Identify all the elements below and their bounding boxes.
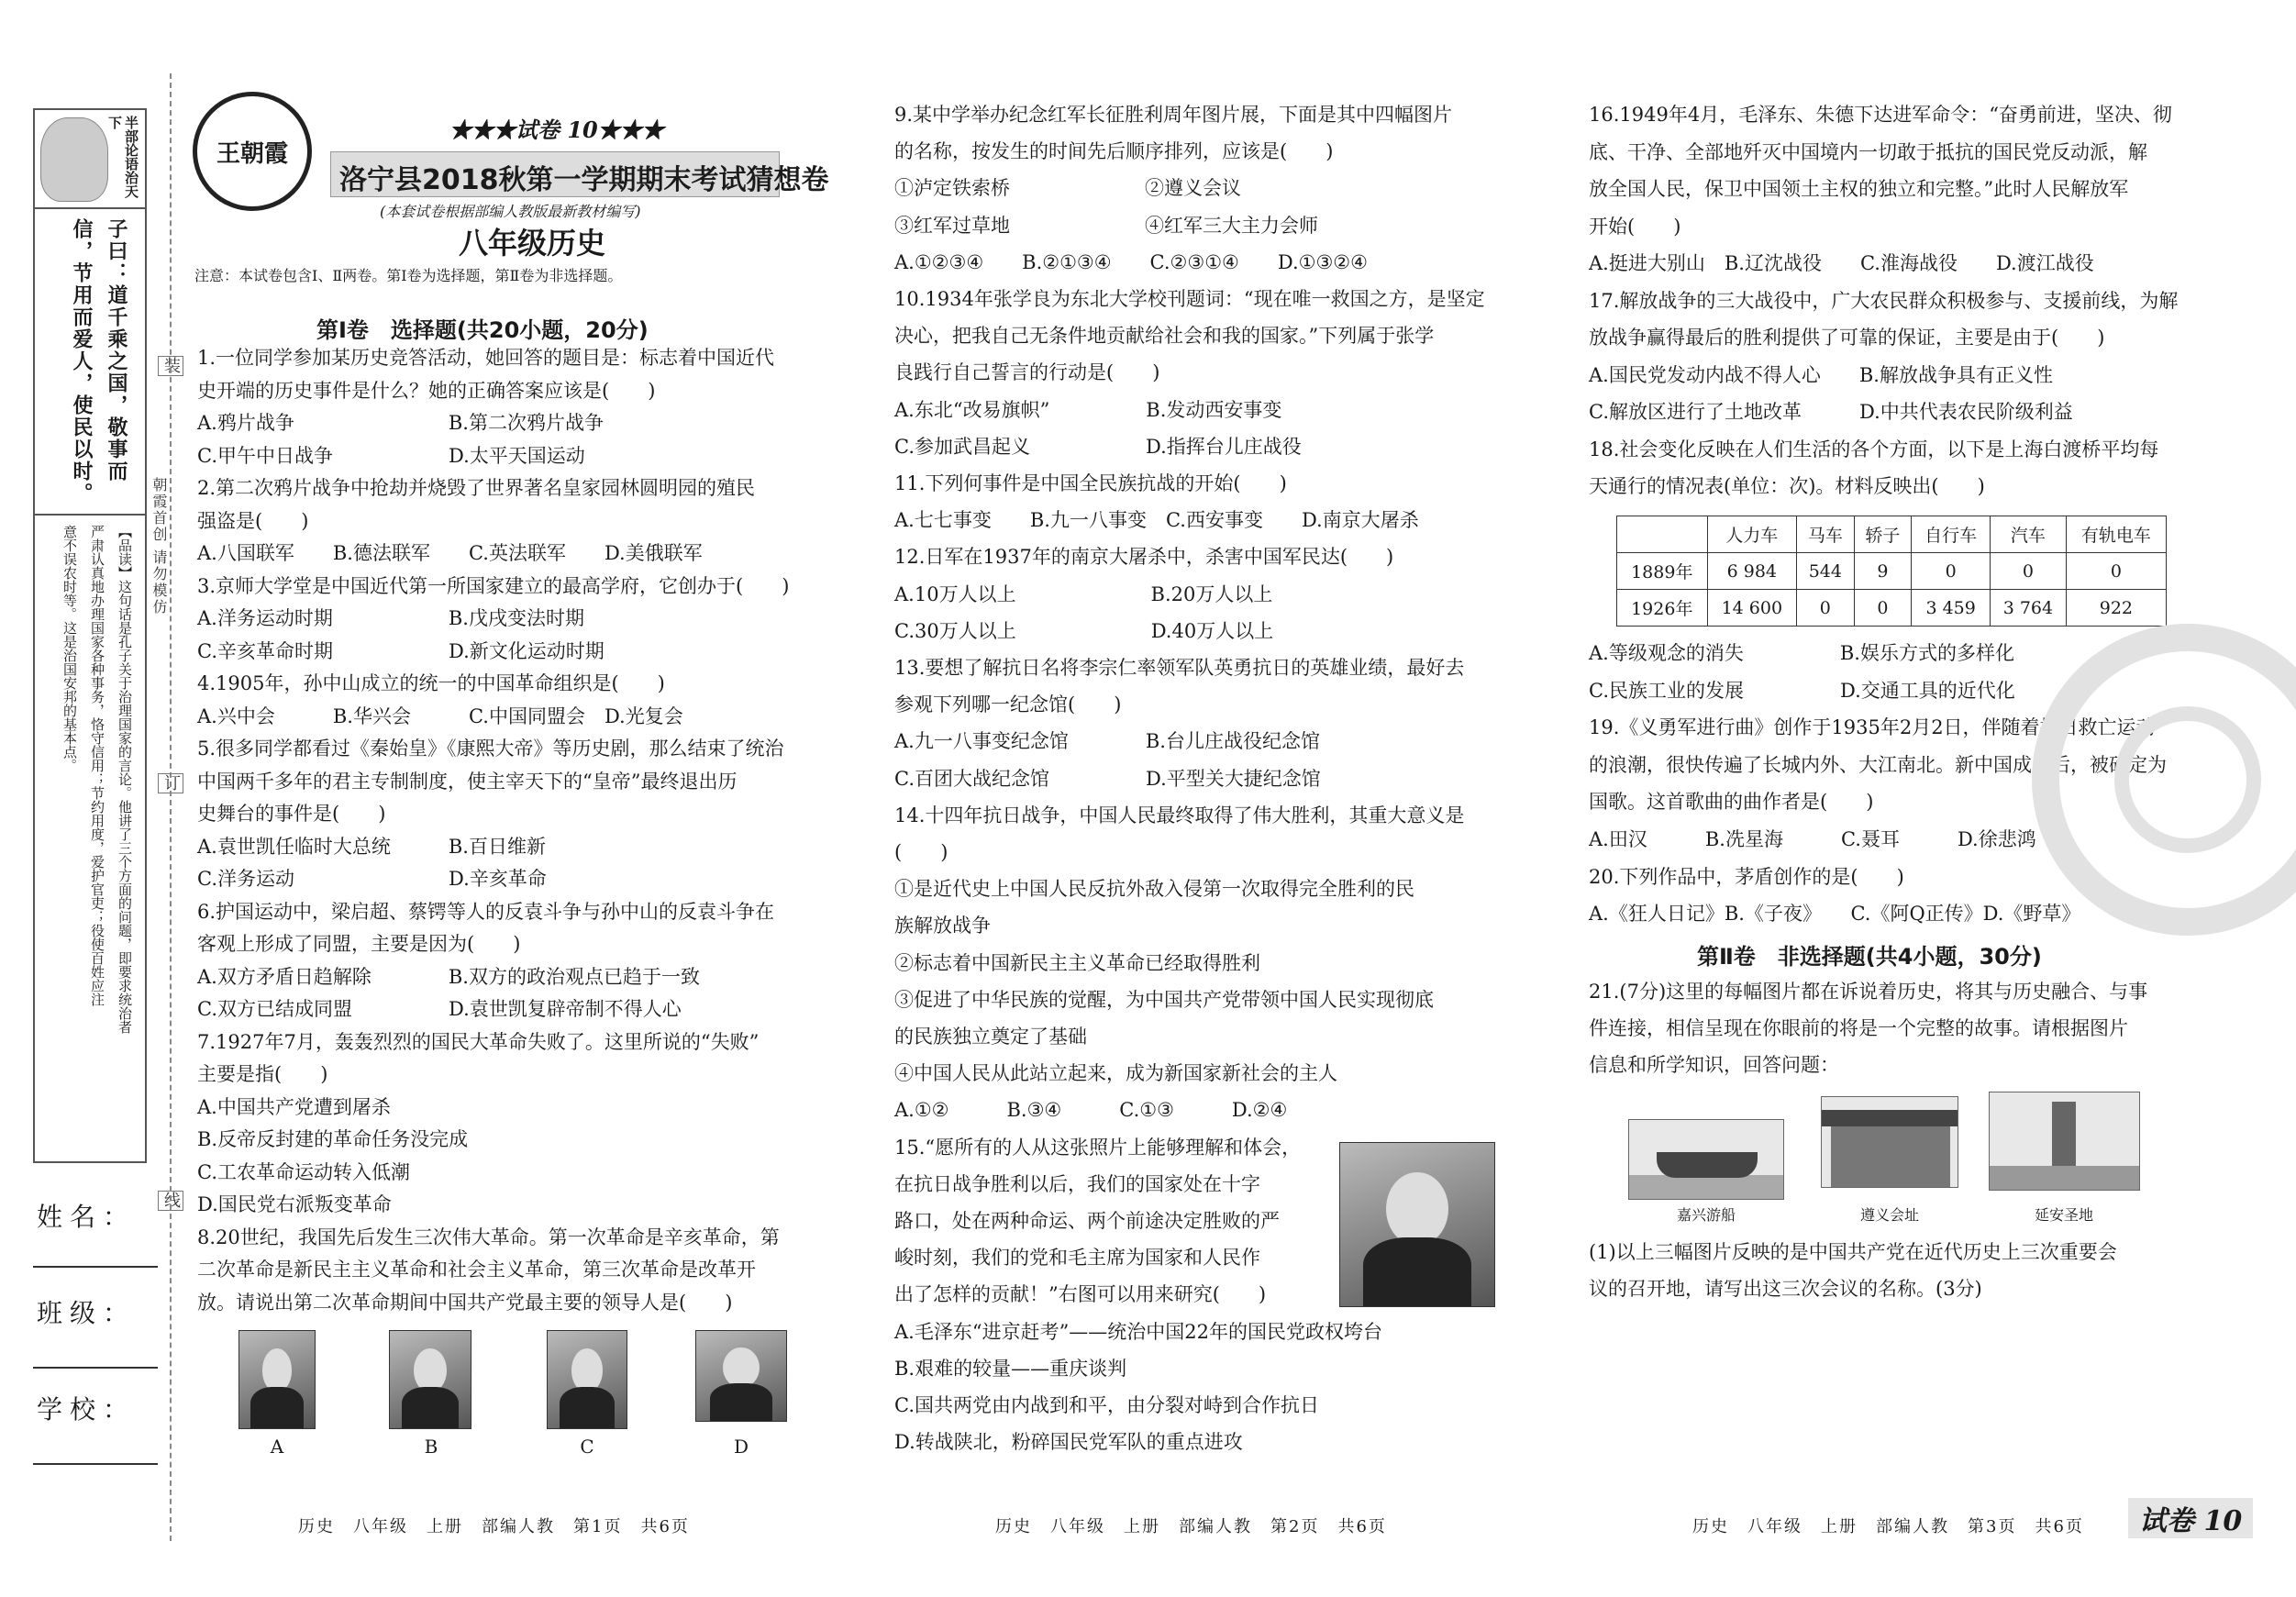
class-field[interactable] xyxy=(33,1367,158,1369)
mao-photo xyxy=(1339,1142,1495,1307)
text-line: B.反帝反封建的革命任务没完成 xyxy=(197,1128,469,1150)
text-line: A.国民党发动内战不得人心 B.解放战争具有正义性 xyxy=(1589,363,2053,386)
section1-title: 第Ⅰ卷 选择题(共20小题，20分) xyxy=(316,317,649,343)
text-line: 15.“愿所有的人从这张照片上能够理解和体会， xyxy=(894,1136,1302,1159)
name-field[interactable] xyxy=(33,1266,158,1268)
text-line: C.国共两党由内战到和平，由分裂对峙到合作抗日 xyxy=(894,1394,1319,1416)
brand-logo-text: 王朝霞 xyxy=(216,139,288,168)
text-line: A.①②③④ B.②①③④ C.②③①④ D.①③②④ xyxy=(894,250,1368,273)
text-line: 5.很多同学都看过《秦始皇》《康熙大帝》等历史剧，那么结束了统治 xyxy=(197,738,784,760)
table-header xyxy=(1617,516,1708,553)
text-line: A.九一八事变纪念馆 B.台儿庄战役纪念馆 xyxy=(894,730,1320,753)
pindu-line3: 意不误农时等。这是治国安邦的基本点。 xyxy=(61,525,78,772)
portrait-a xyxy=(238,1330,316,1429)
text-line: 强盗是( ) xyxy=(197,509,309,532)
text-line: 国歌。这首歌曲的曲作者是( ) xyxy=(1589,791,1874,814)
text-line: 开始( ) xyxy=(1589,215,1681,238)
text-line: (1)以上三幅图片反映的是中国共产党在近代历史上三次重要会 xyxy=(1589,1241,2117,1263)
table-cell: 0 xyxy=(1991,553,2067,590)
text-line: C.30万人以上 D.40万人以上 xyxy=(894,619,1274,642)
text-line: 18.社会变化反映在人们生活的各个方面，以下是上海白渡桥平均每 xyxy=(1589,438,2159,460)
text-line: 天通行的情况表(单位：次)。材料反映出( ) xyxy=(1589,475,1985,497)
text-line: A.双方矛盾日趋解除 B.双方的政治观点已趋于一致 xyxy=(197,965,700,988)
motto-header xyxy=(35,110,145,209)
quote-line1: 子曰：道千乘之国，敬事而 xyxy=(105,218,128,482)
watermark-seal xyxy=(2032,624,2296,936)
text-line: A.东北“改易旗帜” B.发动西安事变 xyxy=(894,398,1282,421)
text-line: A.10万人以上 B.20万人以上 xyxy=(894,582,1273,605)
portrait-b xyxy=(389,1330,471,1429)
text-line: 14.十四年抗日战争，中国人民最终取得了伟大胜利，其重大意义是 xyxy=(894,804,1465,826)
text-line: 11.下列何事件是中国全民族抗战的开始( ) xyxy=(894,472,1287,494)
text-line: 史开端的历史事件是什么？她的正确答案应该是( ) xyxy=(197,379,656,402)
table-cell: 1889年 xyxy=(1617,553,1708,590)
text-line: 件连接，相信呈现在你眼前的将是一个完整的故事。请根据图片 xyxy=(1589,1017,2128,1039)
text-line: 参观下列哪一纪念馆( ) xyxy=(894,693,1122,716)
pindu-line1: 【品读】这句话是孔子关于治理国家的言论。他讲了三个方面的问题，即要求统治者 xyxy=(116,525,133,1034)
text-line: A.中国共产党遭到屠杀 xyxy=(197,1095,391,1118)
table-header: 轿子 xyxy=(1854,516,1912,553)
table-cell: 3 459 xyxy=(1912,590,1991,627)
text-line: ①泸定铁索桥 ②遵义会议 xyxy=(894,177,1241,200)
caption-yanan: 延安圣地 xyxy=(2034,1206,2093,1224)
fold-mark-3: 线 xyxy=(158,1191,183,1211)
text-line: 中国两千多年的君主专制制度，使主宰天下的“皇帝”最终退出历 xyxy=(197,770,738,793)
text-line: C.参加武昌起义 D.指挥台儿庄战役 xyxy=(894,435,1302,458)
table-cell: 6 984 xyxy=(1707,553,1797,590)
text-line: 峻时刻，我们的党和毛主席为国家和人民作 xyxy=(894,1247,1260,1270)
text-line: B.艰难的较量——重庆谈判 xyxy=(894,1357,1127,1380)
text-line: 1.一位同学参加某历史竞答活动，她回答的题目是：标志着中国近代 xyxy=(197,347,775,369)
text-line: A.兴中会 B.华兴会 C.中国同盟会 D.光复会 xyxy=(197,704,683,727)
fold-mark-2: 订 xyxy=(158,773,183,793)
table-cell: 1926年 xyxy=(1617,590,1708,627)
name-label: 姓名： xyxy=(37,1202,137,1232)
exam-title: 洛宁县2018秋第一学期期末考试猜想卷 xyxy=(339,164,829,196)
text-line: A.洋务运动时期 B.戊戌变法时期 xyxy=(197,607,584,629)
text-line: 良践行自己誓言的行动是( ) xyxy=(894,361,1160,384)
text-line: 2.第二次鸦片战争中抢劫并烧毁了世界著名皇家园林圆明园的殖民 xyxy=(197,477,756,499)
table-header: 汽车 xyxy=(1991,516,2067,553)
table-header: 有轨电车 xyxy=(2066,516,2166,553)
caption-jiaxing: 嘉兴游船 xyxy=(1676,1206,1736,1224)
quote-line2: 信，节用而爱人，使民以时。 xyxy=(70,218,94,505)
text-line: 16.1949年4月，毛泽东、朱德下达进军命令：“奋勇前进，坚决、彻 xyxy=(1589,104,2172,126)
text-line: D.国民党右派叛变革命 xyxy=(197,1193,392,1215)
portrait-d xyxy=(695,1330,787,1422)
text-line: 史舞台的事件是( ) xyxy=(197,803,386,825)
school-field[interactable] xyxy=(33,1463,158,1465)
text-line: A.鸦片战争 B.第二次鸦片战争 xyxy=(197,412,604,434)
footer-page1: 历史 八年级 上册 部编人教 第1页 共6页 xyxy=(298,1517,690,1536)
fold-mark-1: 装 xyxy=(158,356,183,376)
text-line: C.辛亥革命时期 D.新文化运动时期 xyxy=(197,639,605,662)
text-line: ②标志着中国新民主主义革命已经取得胜利 xyxy=(894,951,1260,974)
text-line: C.解放区进行了土地改革 D.中共代表农民阶级利益 xyxy=(1589,401,2073,423)
table-cell: 544 xyxy=(1797,553,1855,590)
text-line: 底、干净、全部地歼灭中国境内一切敢于抵抗的国民党反动派，解 xyxy=(1589,140,2147,163)
portrait-label-c: C xyxy=(580,1436,594,1458)
text-line: 族解放战争 xyxy=(894,915,991,937)
text-line: 的名称，按发生的时间先后顺序排列，应该是( ) xyxy=(894,140,1334,163)
text-line: 主要是指( ) xyxy=(197,1063,328,1085)
text-line: A.七七事变 B.九一八事变 C.西安事变 D.南京大屠杀 xyxy=(894,509,1419,532)
binding-line xyxy=(170,73,172,1541)
pindu-line2: 严肃认真地办理国家各种事务，恪守信用；节约用度，爱护官吏；役使百姓应注 xyxy=(89,525,105,1006)
text-line: 在抗日战争胜利以后，我们的国家处在十字 xyxy=(894,1172,1260,1195)
class-label: 班级： xyxy=(37,1298,137,1328)
text-line: C.民族工业的发展 D.交通工具的近代化 xyxy=(1589,679,2015,702)
text-line: 17.解放战争的三大战役中，广大农民群众积极参与、支援前线，为解 xyxy=(1589,289,2179,312)
text-line: A.①② B.③④ C.①③ D.②④ xyxy=(894,1099,1288,1122)
text-line: C.双方已结成同盟 D.袁世凯复辟帝制不得人心 xyxy=(197,998,682,1020)
text-line: A.八国联军 B.德法联军 C.英法联军 D.美俄联军 xyxy=(197,542,703,564)
text-line: 20.下列作品中，茅盾创作的是( ) xyxy=(1589,865,1904,888)
text-line: A.等级观念的消失 B.娱乐方式的多样化 xyxy=(1589,642,2014,664)
table-cell: 3 764 xyxy=(1991,590,2067,627)
table-row xyxy=(1617,553,2167,590)
text-line: ①是近代史上中国人民反抗外敌入侵第一次取得完全胜利的民 xyxy=(894,878,1414,901)
table-row xyxy=(1617,590,2167,627)
text-line: 的民族独立奠定了基础 xyxy=(894,1026,1087,1048)
text-line: A.袁世凯任临时大总统 B.百日维新 xyxy=(197,835,546,858)
text-line: ( ) xyxy=(894,841,948,863)
table-cell: 9 xyxy=(1854,553,1912,590)
portrait-c xyxy=(547,1330,627,1429)
brand-logo xyxy=(193,92,312,211)
text-line: 7.1927年7月，轰轰烈烈的国民大革命失败了。这里所说的“失败” xyxy=(197,1030,760,1053)
text-line: 9.某中学举办纪念红军长征胜利周年图片展，下面是其中四幅图片 xyxy=(894,104,1453,126)
jiaxing-boat-image xyxy=(1628,1119,1784,1200)
motto-box xyxy=(33,108,147,1163)
corner-label: 试卷 10 xyxy=(2128,1498,2253,1538)
text-line: C.甲午中日战争 D.太平天国运动 xyxy=(197,444,585,467)
original-notice: 朝霞首创 请勿模仿 xyxy=(150,477,168,616)
table-header: 自行车 xyxy=(1912,516,1991,553)
confucius-avatar xyxy=(40,117,108,202)
portrait-label-d: D xyxy=(733,1436,749,1458)
caption-zunyi: 遵义会址 xyxy=(1859,1206,1919,1224)
text-line: A.田汉 B.冼星海 C.聂耳 D.徐悲鸿 xyxy=(1589,828,2036,850)
text-line: 10.1934年张学良为东北大学校刊题词：“现在唯一救国之方，是坚定 xyxy=(894,288,1485,310)
text-line: 13.要想了解抗日名将李宗仁率领军队英勇抗日的英雄业绩，最好去 xyxy=(894,657,1465,679)
text-line: 出了怎样的贡献！”右图可以用来研究( ) xyxy=(894,1283,1267,1306)
exam-subtitle: (本套试卷根据部编人教版最新教材编写) xyxy=(380,203,641,220)
text-line: 放。请说出第二次革命期间中国共产党最主要的领导人是( ) xyxy=(197,1291,733,1314)
text-line: A.《狂人日记》B.《子夜》 C.《阿Q正传》D.《野草》 xyxy=(1589,903,2081,926)
school-label: 学校： xyxy=(37,1394,137,1425)
yanan-pagoda-image xyxy=(1989,1092,2140,1191)
text-line: 6.护国运动中，梁启超、蔡锷等人的反袁斗争与孙中山的反袁斗争在 xyxy=(197,900,775,923)
text-line: 12.日军在1937年的南京大屠杀中，杀害中国军民达( ) xyxy=(894,546,1394,569)
text-line: 信息和所学知识，回答问题： xyxy=(1589,1054,1839,1076)
text-line: A.挺进大别山 B.辽沈战役 C.淮海战役 D.渡江战役 xyxy=(1589,252,2094,274)
text-line: 放战争赢得最后的胜利提供了可靠的保证，主要是由于( ) xyxy=(1589,327,2105,349)
table-header: 马车 xyxy=(1797,516,1855,553)
text-line: 决心，把我自己无条件地贡献给社会和我的国家。”下列属于张学 xyxy=(894,325,1435,348)
section2-title: 第Ⅱ卷 非选择题(共4小题，30分) xyxy=(1697,944,2042,970)
text-line: 8.20世纪，我国先后发生三次伟大革命。第一次革命是辛亥革命，第 xyxy=(197,1225,780,1248)
text-line: C.工农革命运动转入低潮 xyxy=(197,1160,410,1183)
text-line: 19.《义勇军进行曲》创作于1935年2月2日，伴随着抗日救亡运动 xyxy=(1589,716,2156,739)
table-header-row xyxy=(1617,516,2167,553)
text-line: ④中国人民从此站立起来，成为新国家新社会的主人 xyxy=(894,1062,1337,1085)
divider xyxy=(35,514,145,516)
portrait-label-b: B xyxy=(424,1436,438,1458)
text-line: D.转战陕北，粉碎国民党军队的重点进攻 xyxy=(894,1431,1243,1454)
traffic-table xyxy=(1616,516,2167,627)
text-line: C.洋务运动 D.辛亥革命 xyxy=(197,868,547,890)
text-line: 的浪潮，很快传遍了长城内外、大江南北。新中国成立后，被确定为 xyxy=(1589,753,2167,776)
table-header: 人力车 xyxy=(1707,516,1797,553)
motto-text: 半部论语治天下 xyxy=(106,116,139,198)
text-line: 4.1905年，孙中山成立的统一的中国革命组织是( ) xyxy=(197,672,665,694)
subject-title: 八年级历史 xyxy=(459,226,606,261)
text-line: 21.(7分)这里的每幅图片都在诉说着历史，将其与历史融合、与事 xyxy=(1589,981,2148,1003)
portrait-label-a: A xyxy=(270,1436,284,1458)
exam-notice: 注意：本试卷包含Ⅰ、Ⅱ两卷。第Ⅰ卷为选择题，第Ⅱ卷为非选择题。 xyxy=(194,267,623,284)
text-line: 放全国人民，保卫中国领土主权的独立和完整。”此时人民解放军 xyxy=(1589,178,2129,200)
table-cell: 0 xyxy=(1797,590,1855,627)
table-cell: 0 xyxy=(1912,553,1991,590)
text-line: 3.京师大学堂是中国近代第一所国家建立的最高学府，它创办于( ) xyxy=(197,574,790,597)
text-line: 二次革命是新民主主义革命和社会主义革命，第三次革命是改革开 xyxy=(197,1259,756,1281)
table-cell: 0 xyxy=(2066,553,2166,590)
text-line: 客观上形成了同盟，主要是因为( ) xyxy=(197,933,521,955)
footer-page3: 历史 八年级 上册 部编人教 第3页 共6页 xyxy=(1692,1517,2084,1536)
text-line: 路口，处在两种命运、两个前途决定胜败的严 xyxy=(894,1210,1280,1232)
text-line: 议的召开地，请写出这三次会议的名称。(3分) xyxy=(1589,1278,1982,1300)
zunyi-site-image xyxy=(1821,1096,1958,1188)
text-line: C.百团大战纪念馆 D.平型关大捷纪念馆 xyxy=(894,767,1321,790)
text-line: A.毛泽东“进京赶考”——统治中国22年的国民党政权垮台 xyxy=(894,1320,1383,1343)
footer-page2: 历史 八年级 上册 部编人教 第2页 共6页 xyxy=(995,1517,1387,1536)
table-cell: 922 xyxy=(2066,590,2166,627)
text-line: ③红军过草地 ④红军三大主力会师 xyxy=(894,214,1318,237)
text-line: ③促进了中华民族的觉醒，为中国共产党带领中国人民实现彻底 xyxy=(894,988,1434,1011)
table-cell: 0 xyxy=(1854,590,1912,627)
paper-number: ★★★试卷 10★★★ xyxy=(449,116,664,143)
table-cell: 14 600 xyxy=(1707,590,1797,627)
